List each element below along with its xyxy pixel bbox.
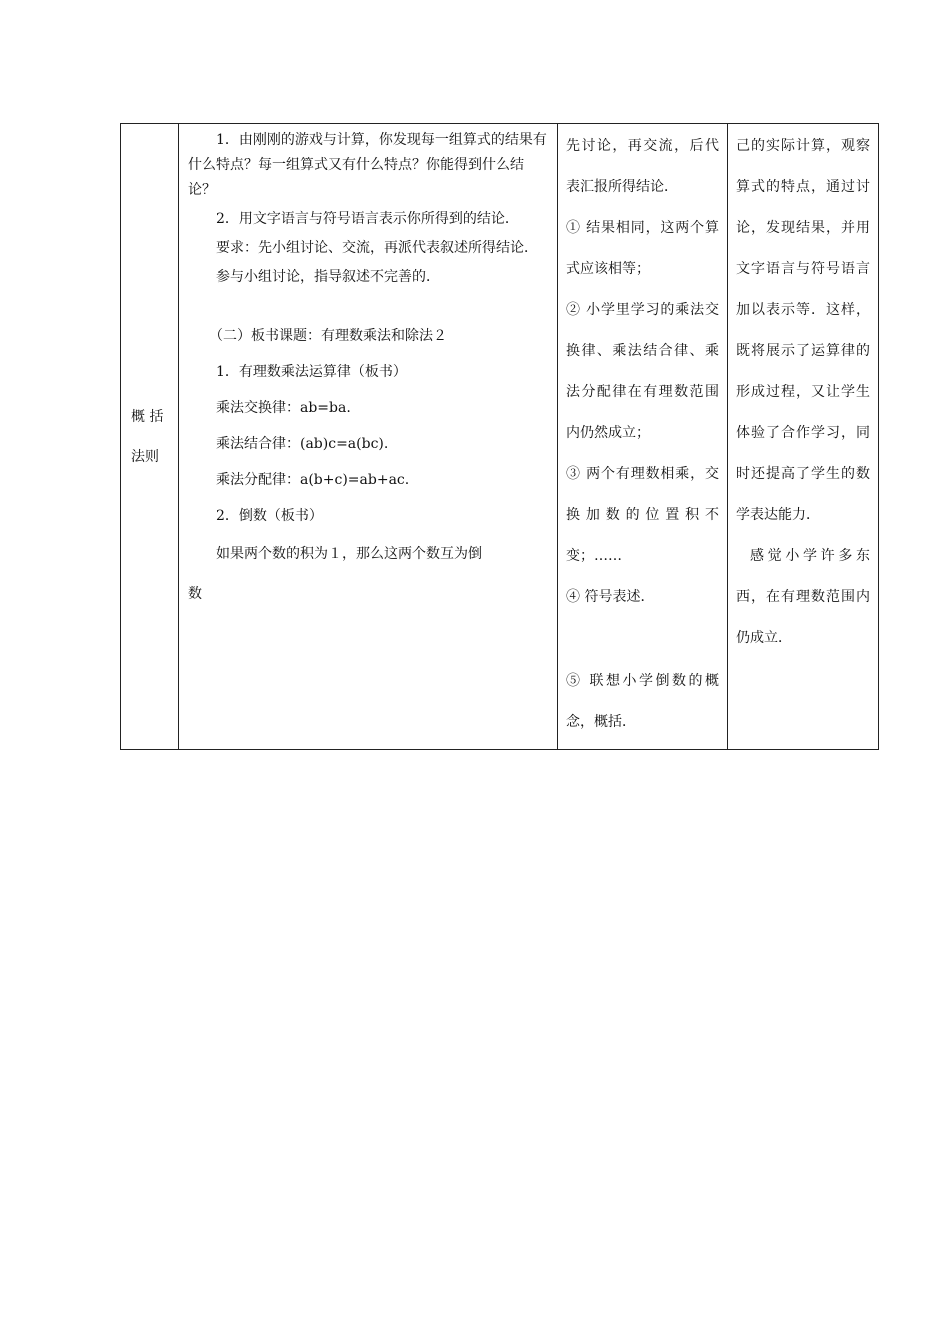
student-text: 先讨论，再交流，后代表汇报所得结论． [566,138,719,195]
student-text: ④ 符号表述． [566,589,655,605]
board-item: 乘法分配律：a(b+c)=ab+ac. [216,472,410,488]
teacher-activity-cell [179,124,558,750]
question-paragraph: 1．由刚刚的游戏与计算，你发现每一组算式的结果有什么特点？每一组算式又有什么特点？你能得到什么结论？ [188,132,547,198]
design-intent-cell [728,124,879,750]
board-item: 乘法结合律：(ab)c=a(bc). [216,436,389,452]
intent-text: 感觉小学许多东西，在有理数范围内仍成立． [736,548,870,646]
student-text: ⑤ 联想小学倒数的概念，概括． [566,673,719,730]
board-item: 2．倒数（板书） [216,508,323,524]
phase-label-line1: 概 括 [131,408,164,425]
requirement-paragraph: 要求：先小组讨论、交流，再派代表叙述所得结论． [216,240,538,256]
table-row [121,124,879,750]
board-title: （二）板书课题：有理数乘法和除法２ [209,328,447,344]
board-item: 数 [188,586,202,602]
guidance-paragraph: 参与小组讨论，指导叙述不完善的． [216,269,440,285]
student-text: ③ 两个有理数相乘，交换加数的位置积不变；…… [566,466,719,564]
board-item: 如果两个数的积为１，那么这两个数互为倒 [216,546,482,562]
task-paragraph: 2．用文字语言与符号语言表示你所得到的结论． [216,211,519,227]
lesson-plan-table [120,123,879,750]
board-item: 乘法交换律：ab=ba. [216,400,351,416]
phase-label-line2: 法则 [131,448,159,465]
student-activity-cell [558,124,728,750]
student-text: ② 小学里学习的乘法交换律、乘法结合律、乘法分配律在有理数范围内仍然成立； [566,302,719,441]
student-text: ① 结果相同，这两个算式应该相等； [566,220,719,277]
intent-text: 己的实际计算，观察算式的特点，通过讨论，发现结果，并用文字语言与符号语言加以表示等．这样，既将展示了运算律的形成过程，又让学生体验了合作学习，同时还提高了学生的数学表达能力． [736,138,870,523]
phase-cell [121,124,179,750]
board-item: 1．有理数乘法运算律（板书） [216,364,407,380]
board-notes [188,318,549,614]
